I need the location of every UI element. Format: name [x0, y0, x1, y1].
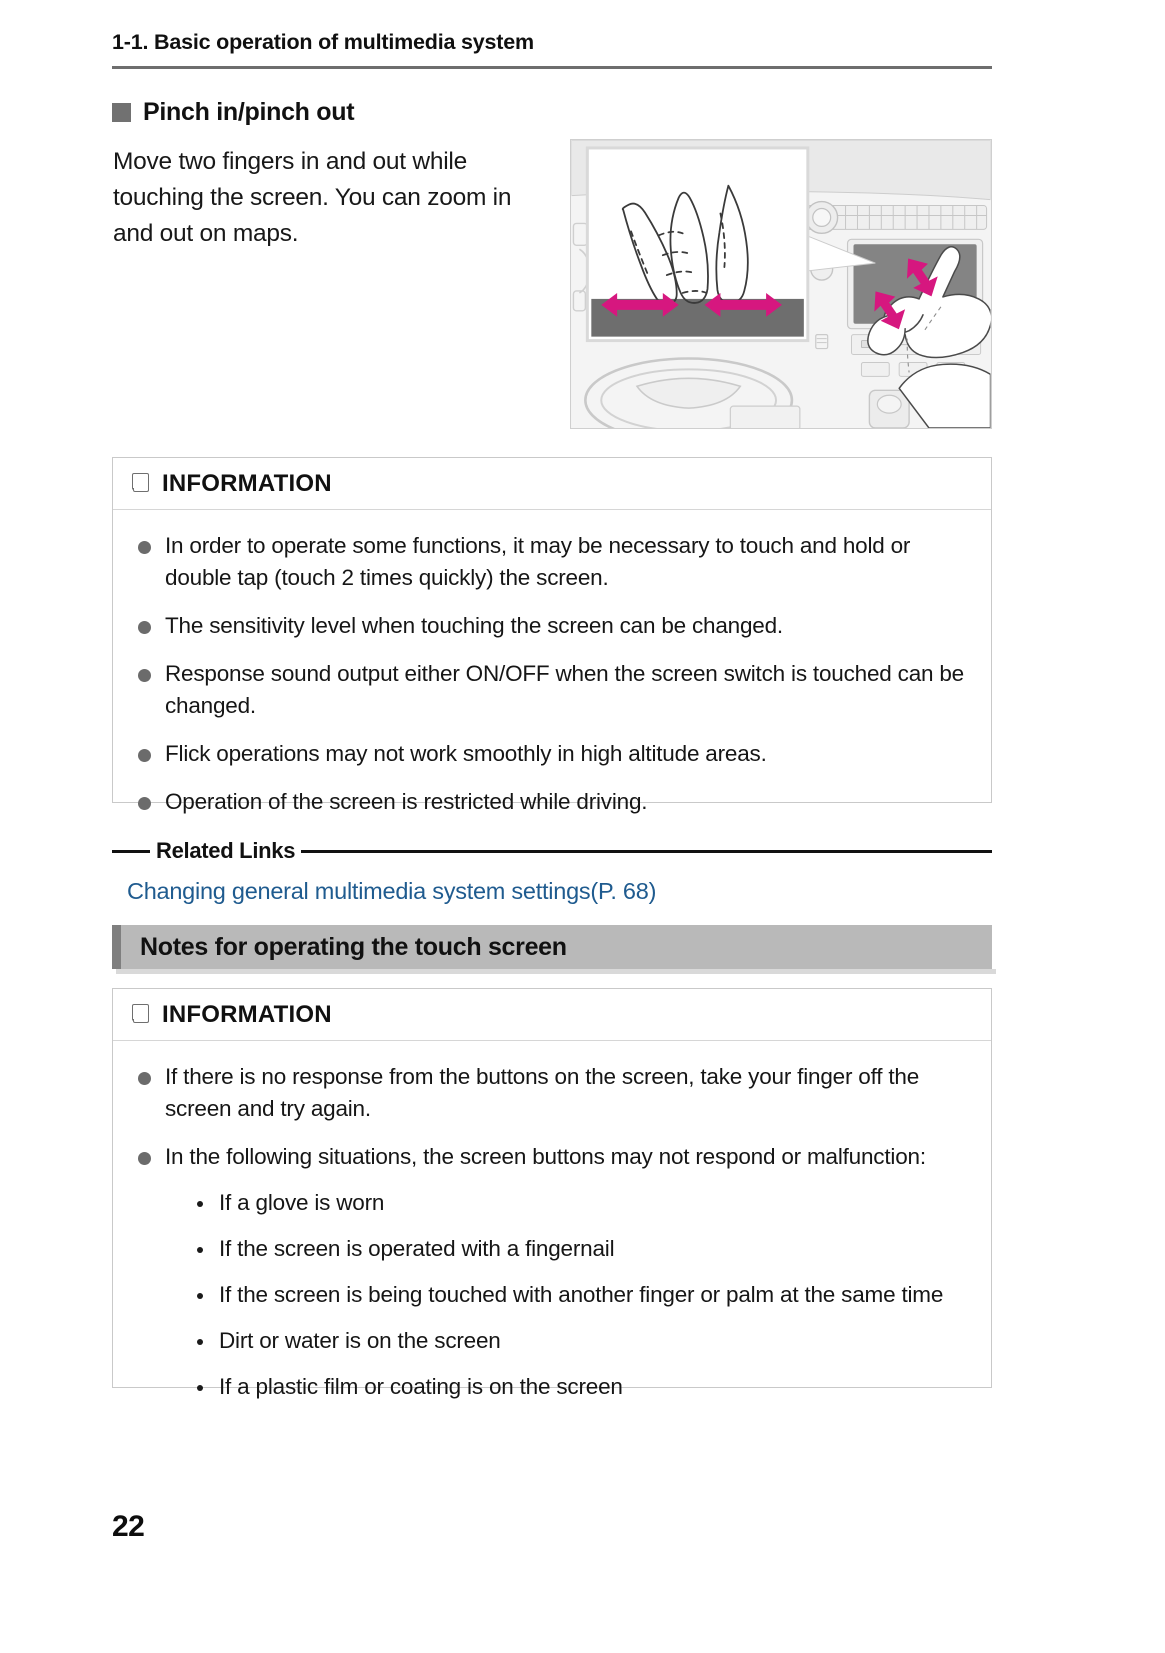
information-box-1-header [113, 458, 991, 510]
information-box-1-body [113, 510, 991, 840]
pinch-gesture-illustration [570, 139, 992, 429]
information-box-1-list [135, 530, 965, 818]
sub-list-item: If the screen is operated with a fingernail [191, 1233, 965, 1265]
information-box-1-title: INFORMATION [162, 469, 332, 497]
sub-list-wrapper [165, 1187, 965, 1403]
information-box-2-header [113, 989, 991, 1041]
sub-list-item: If a plastic film or coating is on the screen [191, 1371, 965, 1403]
list-item: If there is no response from the buttons on the screen, take your finger off the screen and try again. [135, 1061, 965, 1125]
running-head: 1-1. Basic operation of multimedia system [112, 30, 534, 54]
information-box-2-list [135, 1061, 965, 1403]
header-rule [112, 66, 992, 69]
related-links-header [112, 838, 992, 864]
list-item-label: In the following situations, the screen buttons may not respond or malfunction: [165, 1144, 926, 1169]
section-heading [112, 98, 354, 127]
related-links-rule-right [301, 850, 992, 853]
list-item: In order to operate some functions, it may be necessary to touch and hold or double tap (touch 2 times quickly) the screen. [135, 530, 965, 594]
section-body-text: Move two fingers in and out while touching the screen. You can zoom in and out on maps. [113, 148, 512, 247]
information-box-2 [112, 988, 992, 1399]
related-links-label: Related Links [156, 838, 296, 863]
page-number: 22 [112, 1510, 145, 1543]
list-item: Flick operations may not work smoothly in high altitude areas. [135, 738, 965, 770]
section-bar [112, 925, 992, 969]
list-item: Operation of the screen is restricted while driving. [135, 786, 965, 818]
book-icon [132, 473, 151, 494]
section-bar-accent [112, 925, 121, 969]
square-bullet-icon [112, 103, 131, 122]
list-item [135, 1141, 965, 1403]
sub-list-item: If a glove is worn [191, 1187, 965, 1219]
related-link-item[interactable]: Changing general multimedia system settings(P. 68) [127, 878, 657, 904]
information-box-2-title: INFORMATION [162, 1000, 332, 1028]
list-item: Response sound output either ON/OFF when the screen switch is touched can be changed. [135, 658, 965, 722]
sub-list-item: If the screen is being touched with another finger or palm at the same time [191, 1279, 965, 1311]
information-box-2-body [113, 1041, 991, 1425]
section-bar-shadow [116, 969, 996, 974]
information-box-1 [112, 457, 992, 814]
book-icon [132, 1004, 151, 1025]
related-links-rule-left [112, 850, 150, 853]
section-heading-label: Pinch in/pinch out [143, 98, 355, 126]
section-bar-label: Notes for operating the touch screen [140, 932, 567, 961]
sub-list-item: Dirt or water is on the screen [191, 1325, 965, 1357]
list-item: The sensitivity level when touching the screen can be changed. [135, 610, 965, 642]
information-box-2-sublist [191, 1187, 965, 1403]
